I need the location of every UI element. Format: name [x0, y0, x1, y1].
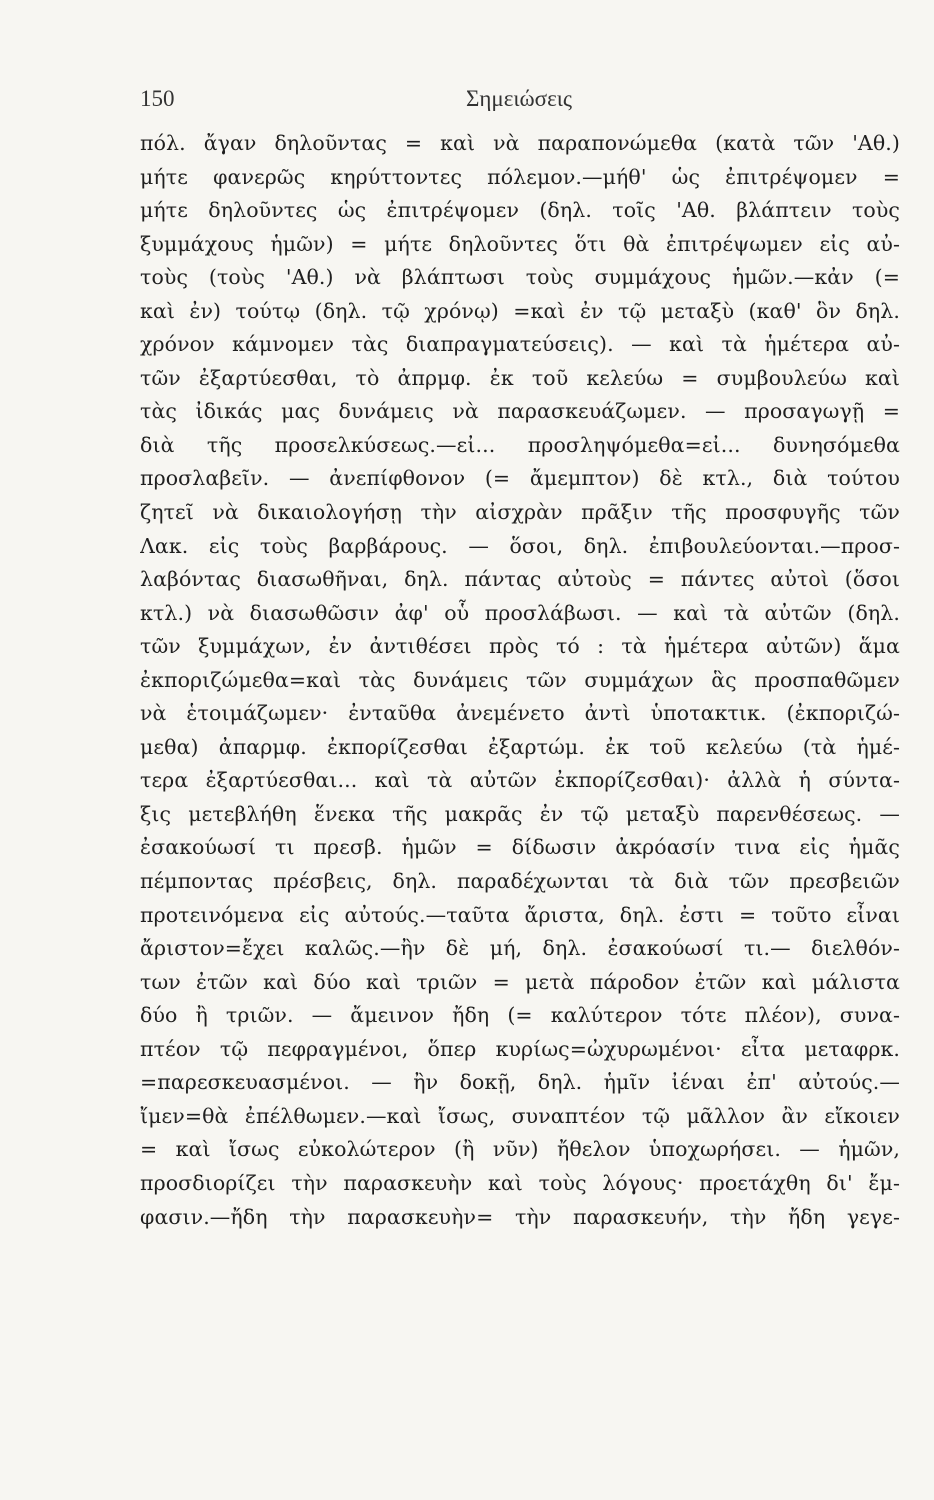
text-line: δύο ἢ τριῶν. — ἄμεινον ἤδη (= καλύτερον τότε πλέον), συνα-	[140, 1003, 900, 1028]
text-line: ἄριστον=ἔχει καλῶς.—ἢν δὲ μή, δηλ. ἐσακούωσί τι.— διελθόν-	[140, 936, 900, 961]
text-line: =παρεσκευασμένοι. — ἢν δοκῇ, δηλ. ἡμῖν ἰέναι ἐπ' αὐτούς.—	[140, 1070, 900, 1095]
text-line: προσλαβεῖν. — ἀνεπίφθονον (= ἄμεμπτον) δὲ κτλ., διὰ τούτου	[140, 466, 900, 491]
text-line: Λακ. εἰς τοὺς βαρβάρους. — ὅσοι, δηλ. ἐπιβουλεύονται.—προσ-	[140, 533, 900, 558]
text-line: φασιν.—ἤδη τὴν παρασκευὴν= τὴν παρασκευήν, τὴν ἤδη γεγε-	[140, 1204, 900, 1229]
text-line: ξις μετεβλήθη ἕνεκα τῆς μακρᾶς ἐν τῷ μεταξὺ παρενθέσεως. —	[140, 801, 900, 826]
text-line: ἴμεν=θὰ ἐπέλθωμεν.—καὶ ἴσως, συναπτέον τῷ μᾶλλον ἂν εἴκοιεν	[140, 1103, 900, 1128]
text-line: χρόνον κάμνομεν τὰς διαπραγματεύσεις). — καὶ τὰ ἡμέτερα αὐ-	[140, 332, 900, 357]
text-line: πέμποντας πρέσβεις, δηλ. παραδέχωνται τὰ διὰ τῶν πρεσβειῶν	[140, 869, 900, 894]
running-head	[140, 86, 898, 120]
text-line: πτέον τῷ πεφραγμένοι, ὅπερ κυρίως=ὠχυρωμένοι· εἶτα μεταφρκ.	[140, 1036, 900, 1061]
text-line: των ἐτῶν καὶ δύο καὶ τριῶν = μετὰ πάροδον ἐτῶν καὶ μάλιστα	[140, 969, 900, 994]
text-line: ξυμμάχους ἡμῶν) = μήτε δηλοῦντες ὅτι θὰ ἐπιτρέψωμεν εἰς αὐ-	[140, 231, 900, 256]
text-line: τοὺς (τοὺς 'Αθ.) νὰ βλάπτωσι τοὺς συμμάχους ἡμῶν.—κἀν (=	[140, 265, 900, 290]
text-line: προσδιορίζει τὴν παρασκευὴν καὶ τοὺς λόγους· προετάχθη δι' ἔμ-	[140, 1170, 900, 1195]
page-number: 150	[140, 86, 175, 111]
text-line: τερα ἐξαρτύεσθαι... καὶ τὰ αὐτῶν ἐκπορίζεσθαι)· ἀλλὰ ἡ σύντα-	[140, 768, 900, 793]
text-line: διὰ τῆς προσελκύσεως.—εἰ... προσληψόμεθα=εἰ... δυνησόμεθα	[140, 432, 900, 457]
page-heading: Σημειώσεις	[465, 86, 573, 111]
text-line: = καὶ ἴσως εὐκολώτερον (ἢ νῦν) ἤθελον ὑποχωρήσει. — ἡμῶν,	[140, 1137, 900, 1162]
text-line: ζητεῖ νὰ δικαιολογήσῃ τὴν αἰσχρὰν πρᾶξιν τῆς προσφυγῆς τῶν	[140, 500, 900, 525]
text-line: τῶν ξυμμάχων, ἐν ἀντιθέσει πρὸς τό : τὰ ἡμέτερα αὐτῶν) ἅμα	[140, 634, 900, 659]
body-text	[140, 127, 900, 1234]
text-line: λαβόντας διασωθῆναι, δηλ. πάντας αὐτοὺς = πάντες αὐτοὶ (ὅσοι	[140, 567, 900, 592]
text-line: προτεινόμενα εἰς αὐτούς.—ταῦτα ἄριστα, δηλ. ἐστι = τοῦτο εἶναι	[140, 902, 900, 927]
text-line: ἐκποριζώμεθα=καὶ τὰς δυνάμεις τῶν συμμάχων ἃς προσπαθῶμεν	[140, 667, 900, 692]
text-line: καὶ ἐν) τούτῳ (δηλ. τῷ χρόνῳ) =καὶ ἐν τῷ μεταξὺ (καθ' ὃν δηλ.	[140, 298, 900, 323]
text-line: μήτε φανερῶς κηρύττοντες πόλεμον.—μήθ' ὡς ἐπιτρέψομεν =	[140, 164, 900, 189]
text-line: ἐσακούωσί τι πρεσβ. ἡμῶν = δίδωσιν ἀκρόασίν τινα εἰς ἡμᾶς	[140, 835, 900, 860]
text-line: πόλ. ἄγαν δηλοῦντας = καὶ νὰ παραπονώμεθα (κατὰ τῶν 'Αθ.)	[140, 131, 900, 155]
text-line: κτλ.) νὰ διασωθῶσιν ἀφ' οὗ προσλάβωσι. — καὶ τὰ αὐτῶν (δηλ.	[140, 600, 900, 625]
text-line: μεθα) ἀπαρμφ. ἐκπορίζεσθαι ἐξαρτώμ. ἐκ τοῦ κελεύω (τὰ ἡμέ-	[140, 734, 900, 759]
text-line: τῶν ἐξαρτύεσθαι, τὸ ἀπρμφ. ἐκ τοῦ κελεύω = συμβουλεύω καὶ	[140, 365, 900, 390]
text-line: τὰς ἰδικάς μας δυνάμεις νὰ παρασκευάζωμεν. — προσαγωγῇ =	[140, 399, 900, 424]
text-line: μήτε δηλοῦντες ὡς ἐπιτρέψομεν (δηλ. τοῖς 'Αθ. βλάπτειν τοὺς	[140, 198, 900, 223]
text-line: νὰ ἑτοιμάζωμεν· ἐνταῦθα ἀνεμένετο ἀντὶ ὑποτακτικ. (ἐκποριζώ-	[140, 701, 900, 726]
